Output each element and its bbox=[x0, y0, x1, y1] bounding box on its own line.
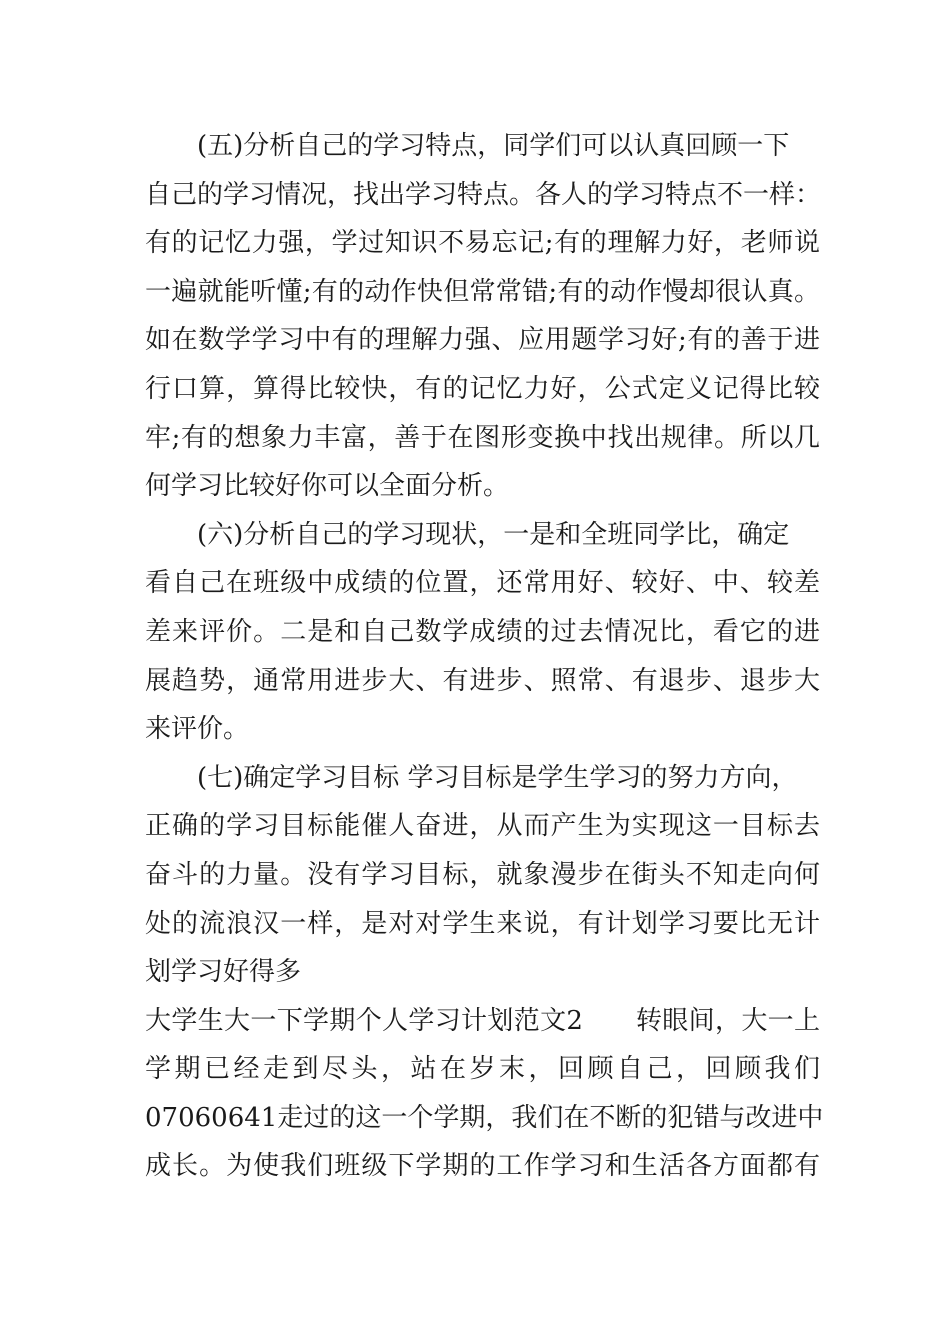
text-line: 自己的学习情况，找出学习特点。各人的学习特点不一样： bbox=[145, 179, 822, 210]
text-line: 来评价。 bbox=[145, 714, 250, 745]
text-line: (五)分析自己的学习特点，同学们可以认真回顾一下 bbox=[197, 131, 790, 161]
body-text bbox=[145, 122, 824, 1191]
text-line: 一遍就能听懂;有的动作快但常常错;有的动作慢却很认真。 bbox=[145, 276, 820, 307]
text-line: (六)分析自己的学习现状，一是和全班同学比，确定 bbox=[197, 519, 790, 550]
text-line: (七)确定学习目标 学习目标是学生学习的努力方向， bbox=[197, 762, 798, 793]
text-line: 学期已经走到尽头，站在岁末，回顾自己，回顾我们 bbox=[145, 1054, 820, 1085]
text-line: 处的流浪汉一样，是对对学生来说，有计划学习要比无计 bbox=[145, 908, 820, 939]
text-line: 划学习好得多 bbox=[145, 957, 302, 988]
text-line: 看自己在班级中成绩的位置，还常用好、较好、中、较差 bbox=[145, 568, 820, 599]
text-line: 07060641走过的这一个学期，我们在不断的犯错与改进中 bbox=[145, 1102, 824, 1133]
text-line: 有的记忆力强，学过知识不易忘记;有的理解力好，老师说 bbox=[145, 228, 820, 259]
text-line: 牢;有的想象力丰富，善于在图形变换中找出规律。所以几 bbox=[145, 422, 820, 453]
text-line: 差来评价。二是和自己数学成绩的过去情况比，看它的进 bbox=[145, 616, 820, 647]
text-line: 大学生大一下学期个人学习计划范文2 转眼间，大一上 bbox=[145, 1005, 820, 1036]
text-line: 展趋势，通常用进步大、有进步、照常、有退步、退步大 bbox=[145, 665, 820, 696]
text-line: 奋斗的力量。没有学习目标，就象漫步在街头不知走向何 bbox=[145, 859, 820, 890]
text-line: 如在数学学习中有的理解力强、应用题学习好;有的善于进 bbox=[145, 325, 820, 356]
text-line: 正确的学习目标能催人奋进，从而产生为实现这一目标去 bbox=[145, 811, 820, 842]
text-line: 何学习比较好你可以全面分析。 bbox=[145, 471, 510, 502]
text-line: 行口算，算得比较快，有的记忆力好，公式定义记得比较 bbox=[145, 373, 820, 404]
text-line: 成长。为使我们班级下学期的工作学习和生活各方面都有 bbox=[145, 1151, 820, 1182]
